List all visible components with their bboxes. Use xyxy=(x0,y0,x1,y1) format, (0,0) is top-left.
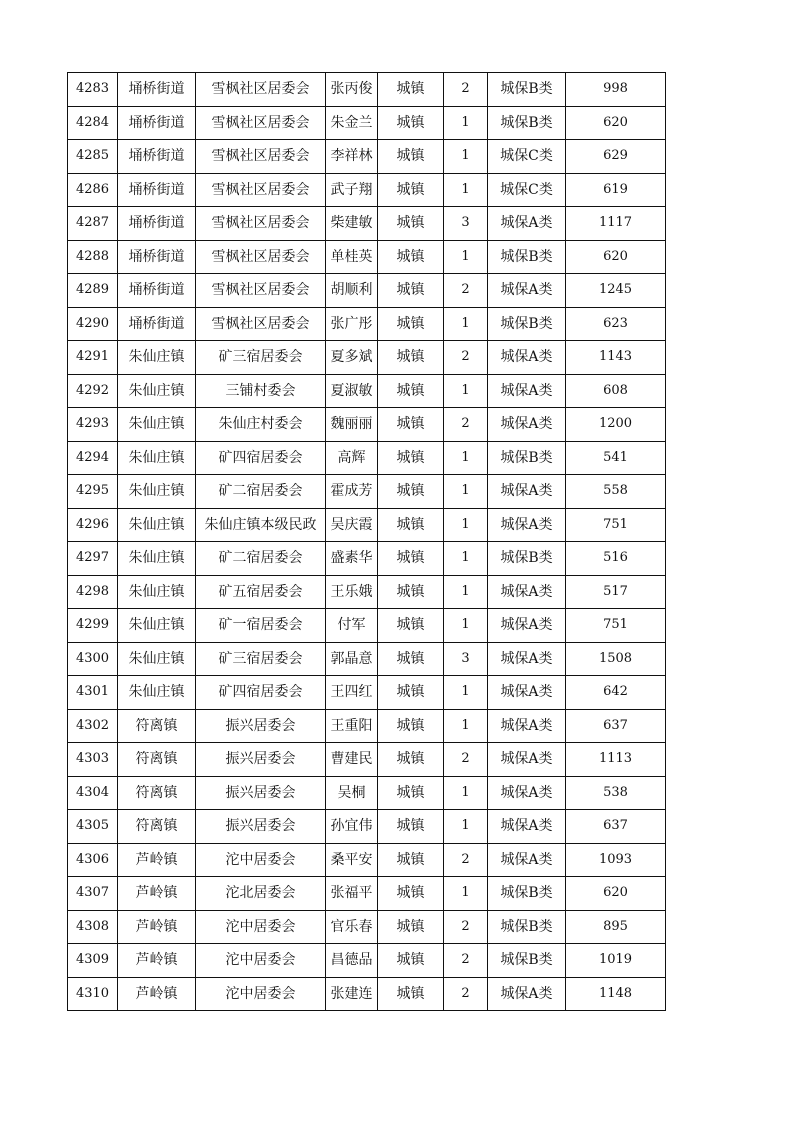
serial-cell: 4298 xyxy=(68,575,118,609)
household-count-cell: 2 xyxy=(444,910,488,944)
amount-cell: 608 xyxy=(566,374,666,408)
town-cell: 符离镇 xyxy=(118,776,196,810)
name-cell: 张福平 xyxy=(326,877,378,911)
serial-cell: 4305 xyxy=(68,810,118,844)
area-type-cell: 城镇 xyxy=(378,877,444,911)
area-type-cell: 城镇 xyxy=(378,776,444,810)
town-cell: 朱仙庄镇 xyxy=(118,475,196,509)
name-cell: 孙宜伟 xyxy=(326,810,378,844)
table-row xyxy=(68,877,666,911)
town-cell: 朱仙庄镇 xyxy=(118,676,196,710)
table-row xyxy=(68,274,666,308)
serial-cell: 4309 xyxy=(68,944,118,978)
serial-cell: 4291 xyxy=(68,341,118,375)
area-type-cell: 城镇 xyxy=(378,977,444,1011)
household-count-cell: 1 xyxy=(444,475,488,509)
category-cell: 城保B类 xyxy=(488,441,566,475)
records-table xyxy=(67,72,666,1011)
name-cell: 王四红 xyxy=(326,676,378,710)
town-cell: 埇桥街道 xyxy=(118,106,196,140)
committee-cell: 雪枫社区居委会 xyxy=(196,240,326,274)
table-row xyxy=(68,475,666,509)
household-count-cell: 3 xyxy=(444,207,488,241)
table-row xyxy=(68,240,666,274)
serial-cell: 4295 xyxy=(68,475,118,509)
town-cell: 埇桥街道 xyxy=(118,73,196,107)
town-cell: 朱仙庄镇 xyxy=(118,408,196,442)
name-cell: 张广彤 xyxy=(326,307,378,341)
household-count-cell: 1 xyxy=(444,609,488,643)
category-cell: 城保B类 xyxy=(488,240,566,274)
amount-cell: 1508 xyxy=(566,642,666,676)
category-cell: 城保A类 xyxy=(488,341,566,375)
town-cell: 芦岭镇 xyxy=(118,843,196,877)
amount-cell: 1245 xyxy=(566,274,666,308)
category-cell: 城保B类 xyxy=(488,73,566,107)
table-row xyxy=(68,106,666,140)
serial-cell: 4292 xyxy=(68,374,118,408)
town-cell: 芦岭镇 xyxy=(118,944,196,978)
amount-cell: 1113 xyxy=(566,743,666,777)
town-cell: 朱仙庄镇 xyxy=(118,609,196,643)
committee-cell: 沱中居委会 xyxy=(196,843,326,877)
household-count-cell: 1 xyxy=(444,374,488,408)
category-cell: 城保A类 xyxy=(488,709,566,743)
table-row xyxy=(68,207,666,241)
area-type-cell: 城镇 xyxy=(378,910,444,944)
serial-cell: 4306 xyxy=(68,843,118,877)
amount-cell: 1148 xyxy=(566,977,666,1011)
serial-cell: 4300 xyxy=(68,642,118,676)
area-type-cell: 城镇 xyxy=(378,173,444,207)
table-row xyxy=(68,408,666,442)
amount-cell: 516 xyxy=(566,542,666,576)
amount-cell: 751 xyxy=(566,508,666,542)
serial-cell: 4294 xyxy=(68,441,118,475)
amount-cell: 637 xyxy=(566,810,666,844)
household-count-cell: 1 xyxy=(444,173,488,207)
household-count-cell: 2 xyxy=(444,944,488,978)
household-count-cell: 1 xyxy=(444,575,488,609)
amount-cell: 517 xyxy=(566,575,666,609)
name-cell: 昌德品 xyxy=(326,944,378,978)
category-cell: 城保A类 xyxy=(488,810,566,844)
serial-cell: 4308 xyxy=(68,910,118,944)
name-cell: 王重阳 xyxy=(326,709,378,743)
category-cell: 城保A类 xyxy=(488,642,566,676)
amount-cell: 558 xyxy=(566,475,666,509)
name-cell: 王乐娥 xyxy=(326,575,378,609)
area-type-cell: 城镇 xyxy=(378,307,444,341)
category-cell: 城保A类 xyxy=(488,609,566,643)
name-cell: 单桂英 xyxy=(326,240,378,274)
household-count-cell: 1 xyxy=(444,877,488,911)
area-type-cell: 城镇 xyxy=(378,341,444,375)
household-count-cell: 1 xyxy=(444,709,488,743)
committee-cell: 雪枫社区居委会 xyxy=(196,173,326,207)
committee-cell: 矿四宿居委会 xyxy=(196,676,326,710)
committee-cell: 矿四宿居委会 xyxy=(196,441,326,475)
table-row xyxy=(68,575,666,609)
household-count-cell: 2 xyxy=(444,341,488,375)
table-row xyxy=(68,374,666,408)
household-count-cell: 1 xyxy=(444,508,488,542)
household-count-cell: 1 xyxy=(444,140,488,174)
amount-cell: 998 xyxy=(566,73,666,107)
area-type-cell: 城镇 xyxy=(378,408,444,442)
category-cell: 城保A类 xyxy=(488,676,566,710)
serial-cell: 4283 xyxy=(68,73,118,107)
name-cell: 盛素华 xyxy=(326,542,378,576)
serial-cell: 4288 xyxy=(68,240,118,274)
household-count-cell: 1 xyxy=(444,542,488,576)
table-row xyxy=(68,73,666,107)
amount-cell: 538 xyxy=(566,776,666,810)
table-row xyxy=(68,609,666,643)
area-type-cell: 城镇 xyxy=(378,73,444,107)
category-cell: 城保A类 xyxy=(488,207,566,241)
town-cell: 符离镇 xyxy=(118,743,196,777)
serial-cell: 4302 xyxy=(68,709,118,743)
category-cell: 城保C类 xyxy=(488,173,566,207)
name-cell: 李祥林 xyxy=(326,140,378,174)
household-count-cell: 1 xyxy=(444,676,488,710)
name-cell: 张建连 xyxy=(326,977,378,1011)
name-cell: 魏丽丽 xyxy=(326,408,378,442)
area-type-cell: 城镇 xyxy=(378,810,444,844)
serial-cell: 4310 xyxy=(68,977,118,1011)
name-cell: 武子翔 xyxy=(326,173,378,207)
category-cell: 城保A类 xyxy=(488,743,566,777)
table-row xyxy=(68,776,666,810)
category-cell: 城保A类 xyxy=(488,374,566,408)
serial-cell: 4285 xyxy=(68,140,118,174)
area-type-cell: 城镇 xyxy=(378,944,444,978)
committee-cell: 矿三宿居委会 xyxy=(196,642,326,676)
name-cell: 桑平安 xyxy=(326,843,378,877)
table-row xyxy=(68,642,666,676)
household-count-cell: 1 xyxy=(444,307,488,341)
serial-cell: 4287 xyxy=(68,207,118,241)
serial-cell: 4293 xyxy=(68,408,118,442)
amount-cell: 642 xyxy=(566,676,666,710)
category-cell: 城保B类 xyxy=(488,106,566,140)
amount-cell: 637 xyxy=(566,709,666,743)
town-cell: 芦岭镇 xyxy=(118,910,196,944)
table-row xyxy=(68,341,666,375)
amount-cell: 1200 xyxy=(566,408,666,442)
area-type-cell: 城镇 xyxy=(378,743,444,777)
category-cell: 城保B类 xyxy=(488,944,566,978)
name-cell: 朱金兰 xyxy=(326,106,378,140)
household-count-cell: 2 xyxy=(444,843,488,877)
household-count-cell: 2 xyxy=(444,408,488,442)
name-cell: 夏淑敏 xyxy=(326,374,378,408)
table-row xyxy=(68,307,666,341)
household-count-cell: 1 xyxy=(444,240,488,274)
category-cell: 城保A类 xyxy=(488,776,566,810)
committee-cell: 矿二宿居委会 xyxy=(196,475,326,509)
committee-cell: 沱中居委会 xyxy=(196,944,326,978)
serial-cell: 4303 xyxy=(68,743,118,777)
amount-cell: 619 xyxy=(566,173,666,207)
category-cell: 城保B类 xyxy=(488,307,566,341)
committee-cell: 振兴居委会 xyxy=(196,810,326,844)
category-cell: 城保C类 xyxy=(488,140,566,174)
household-count-cell: 1 xyxy=(444,106,488,140)
table-row xyxy=(68,743,666,777)
committee-cell: 雪枫社区居委会 xyxy=(196,73,326,107)
household-count-cell: 2 xyxy=(444,274,488,308)
committee-cell: 振兴居委会 xyxy=(196,743,326,777)
table-row xyxy=(68,508,666,542)
committee-cell: 沱中居委会 xyxy=(196,977,326,1011)
committee-cell: 雪枫社区居委会 xyxy=(196,307,326,341)
committee-cell: 矿五宿居委会 xyxy=(196,575,326,609)
category-cell: 城保B类 xyxy=(488,542,566,576)
committee-cell: 朱仙庄村委会 xyxy=(196,408,326,442)
amount-cell: 620 xyxy=(566,877,666,911)
category-cell: 城保B类 xyxy=(488,910,566,944)
committee-cell: 矿一宿居委会 xyxy=(196,609,326,643)
amount-cell: 623 xyxy=(566,307,666,341)
serial-cell: 4290 xyxy=(68,307,118,341)
amount-cell: 1019 xyxy=(566,944,666,978)
amount-cell: 751 xyxy=(566,609,666,643)
amount-cell: 629 xyxy=(566,140,666,174)
table-row xyxy=(68,977,666,1011)
town-cell: 芦岭镇 xyxy=(118,977,196,1011)
name-cell: 吴桐 xyxy=(326,776,378,810)
area-type-cell: 城镇 xyxy=(378,475,444,509)
name-cell: 霍成芳 xyxy=(326,475,378,509)
area-type-cell: 城镇 xyxy=(378,207,444,241)
serial-cell: 4286 xyxy=(68,173,118,207)
town-cell: 埇桥街道 xyxy=(118,207,196,241)
table-row xyxy=(68,542,666,576)
area-type-cell: 城镇 xyxy=(378,575,444,609)
area-type-cell: 城镇 xyxy=(378,274,444,308)
town-cell: 朱仙庄镇 xyxy=(118,374,196,408)
committee-cell: 振兴居委会 xyxy=(196,709,326,743)
committee-cell: 沱北居委会 xyxy=(196,877,326,911)
area-type-cell: 城镇 xyxy=(378,709,444,743)
committee-cell: 雪枫社区居委会 xyxy=(196,207,326,241)
area-type-cell: 城镇 xyxy=(378,542,444,576)
town-cell: 符离镇 xyxy=(118,810,196,844)
table-row xyxy=(68,843,666,877)
name-cell: 胡顺利 xyxy=(326,274,378,308)
area-type-cell: 城镇 xyxy=(378,140,444,174)
serial-cell: 4304 xyxy=(68,776,118,810)
category-cell: 城保A类 xyxy=(488,508,566,542)
area-type-cell: 城镇 xyxy=(378,240,444,274)
amount-cell: 1143 xyxy=(566,341,666,375)
name-cell: 郭晶意 xyxy=(326,642,378,676)
household-count-cell: 2 xyxy=(444,977,488,1011)
town-cell: 埇桥街道 xyxy=(118,274,196,308)
town-cell: 朱仙庄镇 xyxy=(118,642,196,676)
serial-cell: 4307 xyxy=(68,877,118,911)
committee-cell: 朱仙庄镇本级民政 xyxy=(196,508,326,542)
household-count-cell: 1 xyxy=(444,810,488,844)
area-type-cell: 城镇 xyxy=(378,642,444,676)
name-cell: 张丙俊 xyxy=(326,73,378,107)
serial-cell: 4296 xyxy=(68,508,118,542)
household-count-cell: 1 xyxy=(444,441,488,475)
committee-cell: 沱中居委会 xyxy=(196,910,326,944)
town-cell: 芦岭镇 xyxy=(118,877,196,911)
area-type-cell: 城镇 xyxy=(378,676,444,710)
town-cell: 埇桥街道 xyxy=(118,240,196,274)
table-row xyxy=(68,173,666,207)
area-type-cell: 城镇 xyxy=(378,374,444,408)
town-cell: 朱仙庄镇 xyxy=(118,542,196,576)
household-count-cell: 1 xyxy=(444,776,488,810)
name-cell: 吴庆霞 xyxy=(326,508,378,542)
amount-cell: 541 xyxy=(566,441,666,475)
category-cell: 城保B类 xyxy=(488,877,566,911)
committee-cell: 雪枫社区居委会 xyxy=(196,274,326,308)
committee-cell: 雪枫社区居委会 xyxy=(196,106,326,140)
name-cell: 付军 xyxy=(326,609,378,643)
town-cell: 朱仙庄镇 xyxy=(118,341,196,375)
town-cell: 朱仙庄镇 xyxy=(118,508,196,542)
town-cell: 埇桥街道 xyxy=(118,173,196,207)
name-cell: 曹建民 xyxy=(326,743,378,777)
serial-cell: 4289 xyxy=(68,274,118,308)
category-cell: 城保A类 xyxy=(488,475,566,509)
category-cell: 城保A类 xyxy=(488,575,566,609)
category-cell: 城保A类 xyxy=(488,843,566,877)
amount-cell: 620 xyxy=(566,240,666,274)
serial-cell: 4301 xyxy=(68,676,118,710)
serial-cell: 4297 xyxy=(68,542,118,576)
town-cell: 符离镇 xyxy=(118,709,196,743)
committee-cell: 雪枫社区居委会 xyxy=(196,140,326,174)
table-body xyxy=(68,73,666,1011)
serial-cell: 4299 xyxy=(68,609,118,643)
town-cell: 朱仙庄镇 xyxy=(118,575,196,609)
committee-cell: 矿三宿居委会 xyxy=(196,341,326,375)
area-type-cell: 城镇 xyxy=(378,609,444,643)
area-type-cell: 城镇 xyxy=(378,843,444,877)
name-cell: 官乐春 xyxy=(326,910,378,944)
category-cell: 城保A类 xyxy=(488,977,566,1011)
name-cell: 柴建敏 xyxy=(326,207,378,241)
household-count-cell: 2 xyxy=(444,73,488,107)
category-cell: 城保A类 xyxy=(488,274,566,308)
amount-cell: 620 xyxy=(566,106,666,140)
household-count-cell: 3 xyxy=(444,642,488,676)
table-row xyxy=(68,810,666,844)
area-type-cell: 城镇 xyxy=(378,106,444,140)
town-cell: 朱仙庄镇 xyxy=(118,441,196,475)
town-cell: 埇桥街道 xyxy=(118,140,196,174)
table-row xyxy=(68,676,666,710)
serial-cell: 4284 xyxy=(68,106,118,140)
committee-cell: 振兴居委会 xyxy=(196,776,326,810)
table-row xyxy=(68,944,666,978)
amount-cell: 895 xyxy=(566,910,666,944)
table-row xyxy=(68,709,666,743)
table-row xyxy=(68,910,666,944)
name-cell: 高辉 xyxy=(326,441,378,475)
town-cell: 埇桥街道 xyxy=(118,307,196,341)
committee-cell: 三铺村委会 xyxy=(196,374,326,408)
area-type-cell: 城镇 xyxy=(378,508,444,542)
amount-cell: 1093 xyxy=(566,843,666,877)
name-cell: 夏多斌 xyxy=(326,341,378,375)
committee-cell: 矿二宿居委会 xyxy=(196,542,326,576)
category-cell: 城保A类 xyxy=(488,408,566,442)
table-row xyxy=(68,140,666,174)
household-count-cell: 2 xyxy=(444,743,488,777)
table-row xyxy=(68,441,666,475)
amount-cell: 1117 xyxy=(566,207,666,241)
area-type-cell: 城镇 xyxy=(378,441,444,475)
